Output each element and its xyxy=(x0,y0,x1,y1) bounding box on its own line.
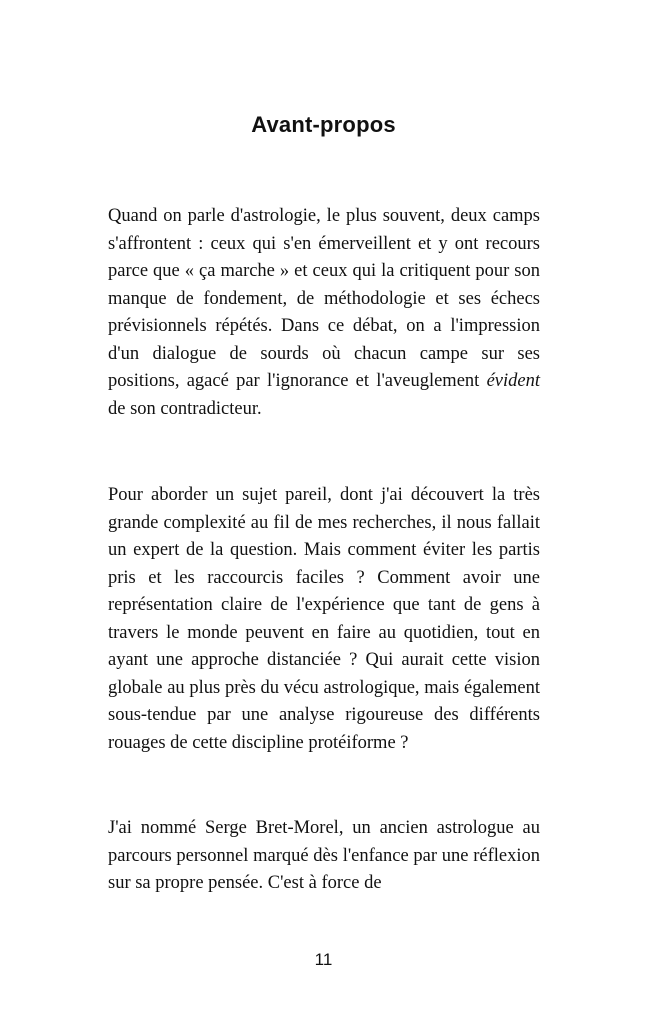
paragraph-1-text: Quand on parle d'astrologie, le plus souvent, deux camps s'affrontent : ceux qui s'en émerveillent et y ont recours parce que « ça marche » et ceux qui la critiquent pour son manque de fondement, de méthodologie et ses échecs prévisionnels répétés. Dans ce débat, on a l'impression d'un dialogue de sourds où chacun campe sur ses positions, agacé par l'ignorance et l'aveuglement xyxy=(108,206,540,391)
paragraph-1 xyxy=(108,203,540,423)
paragraph-2: Pour aborder un sujet pareil, dont j'ai découvert la très grande complexité au fil de mes recherches, il nous fallait un expert de la question. Mais comment éviter les partis pris et les raccourcis faciles ? Comment avoir une représentation claire de l'expérience que tant de gens à travers le monde peuvent en faire au quotidien, tout en ayant une approche distanciée ? Qui aurait cette vision globale au plus près du vécu astrologique, mais également sous-tendue par une analyse rigoureuse des différents rouages de cette discipline protéiforme ? xyxy=(108,485,540,753)
paragraph-3: J'ai nommé Serge Bret-Morel, un ancien astrologue au parcours personnel marqué dès l'enfance par une réflexion sur sa propre pensée. C'est à force de xyxy=(108,818,540,893)
paragraph-1-text-end: de son contradicteur. xyxy=(108,398,262,419)
paragraph-1-emphasis: évident xyxy=(486,371,540,391)
chapter-title: Avant-propos xyxy=(251,112,396,137)
page-number: 11 xyxy=(314,950,333,969)
